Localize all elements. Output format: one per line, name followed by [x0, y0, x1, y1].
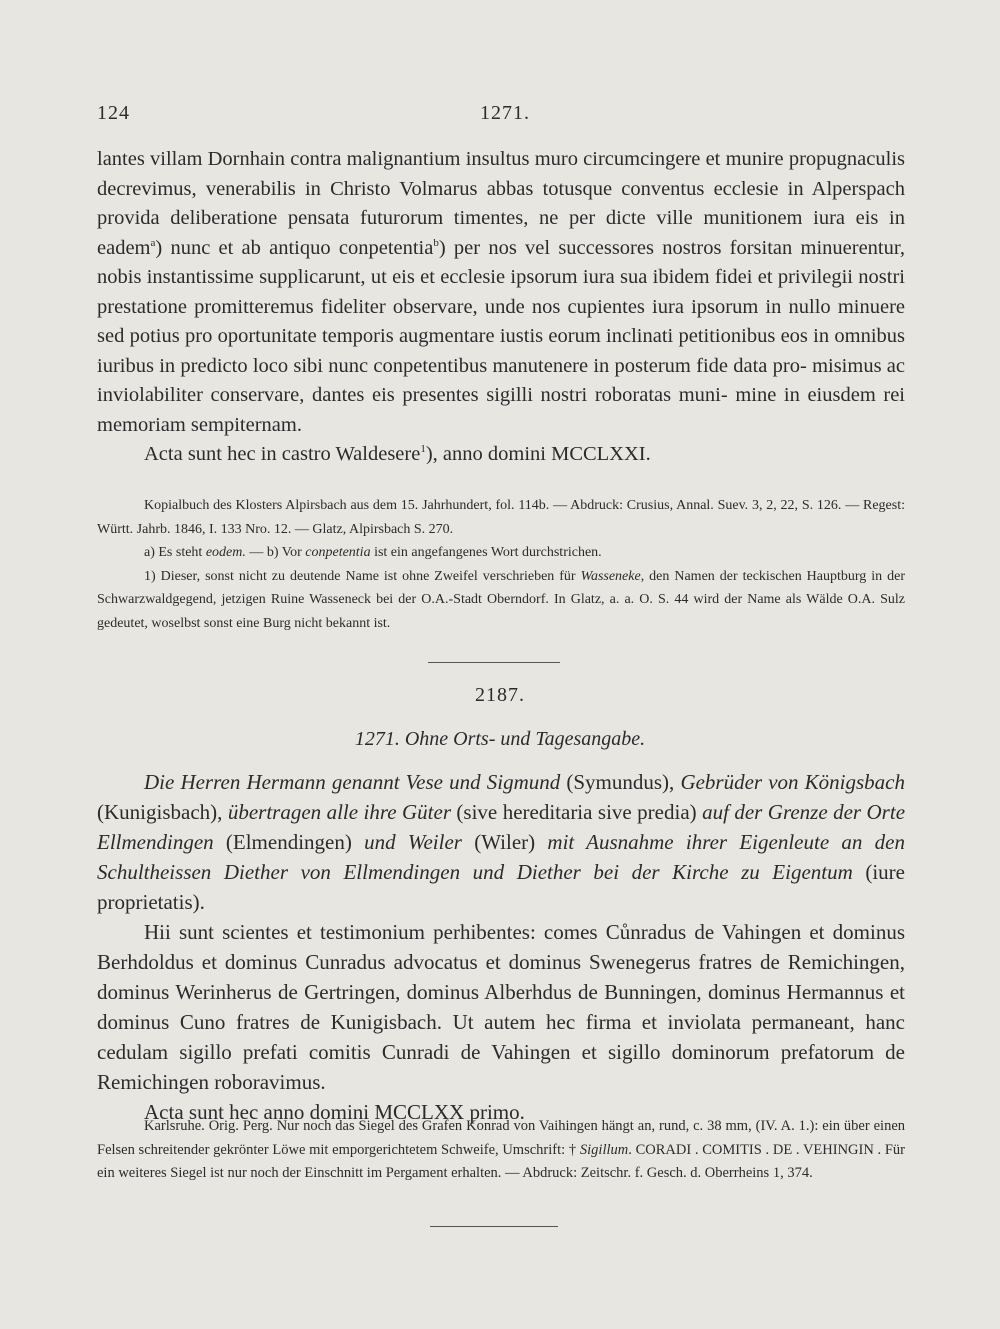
document-body	[97, 767, 905, 1127]
footnote-1: 1) Dieser, sonst nicht zu deutende Name ist ohne Zweifel verschrieben für Wasseneke, den Namen der teckischen Hauptburg in der Schwarzwaldgegend, jetzigen Ruine Wasseneck bei der O.A.-Stadt Oberndorf. In Glatz, a. a. O. S. 44 wird der Name als Wälde O.A. Sulz gedeutet, woselbst sonst eine Burg nicht bekannt ist.	[97, 568, 905, 631]
regest-segment: (Symundus),	[560, 770, 681, 794]
regest-segment: (Wiler)	[461, 830, 548, 854]
previous-document-apparatus	[97, 494, 905, 635]
regest-segment: (sive hereditaria sive predia)	[451, 800, 703, 824]
regest-segment: (iure proprietatis).	[97, 860, 905, 914]
regest-segment: (Elmendingen)	[213, 830, 365, 854]
regest-segment: und Weiler	[364, 830, 462, 854]
regest-segment: (Kunigisbach),	[97, 800, 228, 824]
previous-document-text	[97, 145, 905, 470]
witness-text: Hii sunt scientes et testimonium perhibentes: comes Cůnradus de Vahingen et dominus Berhdoldus et dominus Cunradus advocatus et dominus Swenegerus fratres de Remichingen, dominus Werinherus de Gertringen, dominus Alberhdus de Bunningen, dominus Hermannus et dominus Cuno fratres de Kunigisbach. Ut autem hec firma et inviolata permaneant, hanc cedulam sigillo prefati comitis Cunradi de Vahingen et sigillo dominorum prefatorum de Remichingen roboravimus.	[97, 920, 905, 1094]
page-number: 124	[97, 102, 130, 124]
document-source-note: Karlsruhe. Orig. Perg. Nur noch das Siegel des Grafen Konrad von Vaihingen hängt an, rund, c. 38 mm, (IV. A. 1.): ein über einen Felsen schreitender gekrönter Löwe mit emporgerichtetem Schweife, Umschrift: † Sigillum. CORADI . COMITIS . DE . VEHINGIN . Für ein weiteres Siegel ist nur noch der Einschnitt im Pergament erhalten. — Abdruck: Zeitschr. f. Gesch. d. Oberrheins 1, 374.	[97, 1118, 905, 1181]
acta-line: Acta sunt hec anno domini MCCLXX primo.	[144, 1100, 525, 1124]
regest-segment: mit Ausnahme ihrer Eigenleute an den Schultheissen Diether von Ellmendingen und Diether bei der Kirche zu Eigentum	[97, 830, 905, 884]
running-header	[97, 102, 905, 132]
charter-text: lantes villam Dornhain contra malignantium insultus muro circumcingere et munire propugnaculis decrevimus, venerabilis in Christo Volmarus abbas totusque conventus ecclesie in Alperspach provida deliberatione pensata futurorum timentes, ne per dicte ville munitionem iura eis in eadem$^a$) nunc et ab antiquo conpetentia$^b$) per nos vel successores nostros forsitan minuerentur, nobis instantissime supplicarunt, ut eis et ecclesie ipsorum iura sua ibidem fidei et privilegii nostri prestatione promitteremus fideliter observare, unde nos cupientes iura ipsorum in nullo minuere sed potius pro oportunitate temporis augmentare iustis eorum inclinati petitionibus eos in omnibus iuribus in predicto loco sibi nunc conpetentibus manutenere in posterum fide data pro- misimus ac inviolabiliter conservare, dantes eis presentes sigilli nostri roboratas muni- mine in eiusdem rei memoriam sempiternam.	[97, 148, 906, 436]
section-divider	[428, 662, 560, 663]
section-divider	[430, 1226, 558, 1227]
document-date: 1271. Ohne Orts- und Tagesangabe.	[354, 728, 646, 750]
regest-segment: Gebrüder von Königsbach	[680, 770, 905, 794]
document-number: 2187.	[475, 684, 525, 706]
regest-segment: auf der Grenze der Orte Ellmendingen	[97, 800, 906, 854]
source-note: Kopialbuch des Klosters Alpirsbach aus dem 15. Jahrhundert, fol. 114b. — Abdruck: Crusius, Annal. Suev. 3, 2, 22, S. 126. — Regest: Württ. Jahrb. 1846, I. 133 Nro. 12. — Glatz, Alpirsbach S. 270.	[97, 498, 905, 537]
running-year: 1271.	[480, 102, 530, 124]
regest-segment: Die Herren Hermann genannt Vese und Sigmund	[144, 770, 561, 794]
regest-segment: übertragen alle ihre Güter	[227, 800, 451, 824]
acta-line: Acta sunt hec in castro Waldesere$^1$), anno domini MCCLXXI.	[144, 443, 651, 465]
textual-notes: a) Es steht eodem. — b) Vor conpetentia ist ein angefangenes Wort durchstrichen.	[144, 545, 602, 560]
regest	[97, 767, 905, 917]
